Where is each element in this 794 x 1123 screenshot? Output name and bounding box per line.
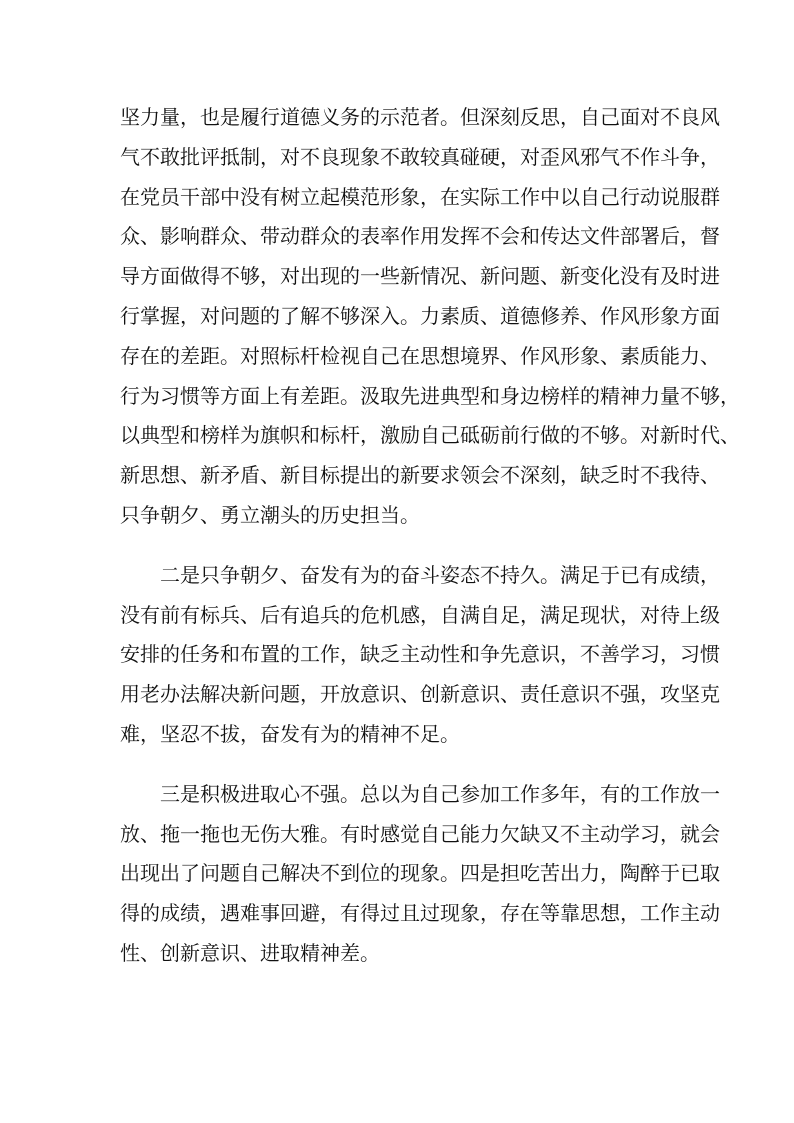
paragraph-line: 坚力量，也是履行道德义务的示范者。但深刻反思，自己面对不良风 bbox=[120, 105, 720, 129]
paragraph-line: 性、创新意识、进取精神差。 bbox=[120, 940, 380, 965]
paragraph-line: 新思想、新矛盾、新目标提出的新要求领会不深刻，缺乏时不我待、 bbox=[120, 463, 720, 488]
paragraph-line: 安排的任务和布置的工作，缺乏主动性和争先意识，不善学习，习惯 bbox=[120, 642, 720, 667]
paragraph-line: 气不敢批评抵制，对不良现象不敢较真碰硬，对歪风邪气不作斗争， bbox=[120, 144, 720, 169]
paragraph-3 bbox=[120, 775, 720, 974]
paragraph-line: 放、拖一拖也无伤大雅。有时感觉自己能力欠缺又不主动学习，就会 bbox=[120, 821, 720, 846]
paragraph-line: 二是只争朝夕、奋发有为的奋斗姿态不持久。满足于已有成绩， bbox=[160, 562, 720, 587]
paragraph-line: 三是积极进取心不强。总以为自己参加工作多年，有的工作放一 bbox=[160, 781, 720, 806]
paragraph-line: 以典型和榜样为旗帜和标杆，激励自己砥砺前行做的不够。对新时代、 bbox=[120, 423, 740, 448]
paragraph-line: 难，坚忍不拔，奋发有为的精神不足。 bbox=[120, 721, 460, 746]
paragraph-line: 行掌握，对问题的了解不够深入。力素质、道德修养、作风形象方面 bbox=[120, 303, 720, 328]
paragraph-line: 得的成绩，遇难事回避，有得过且过现象，存在等靠思想，工作主动 bbox=[120, 901, 720, 926]
paragraph-line: 导方面做得不够，对出现的一些新情况、新问题、新变化没有及时进 bbox=[120, 264, 720, 289]
paragraph-line: 用老办法解决新问题，开放意识、创新意识、责任意识不强，攻坚克 bbox=[120, 682, 720, 707]
paragraph-spacer bbox=[120, 536, 686, 556]
paragraph-spacer bbox=[120, 755, 686, 775]
document-body bbox=[120, 98, 740, 974]
paragraph-line: 在党员干部中没有树立起模范形象，在实际工作中以自己行动说服群 bbox=[120, 184, 720, 209]
paragraph-line: 出现出了问题自己解决不到位的现象。四是担吃苦出力，陶醉于已取 bbox=[120, 861, 720, 886]
paragraph-line: 众、影响群众、带动群众的表率作用发挥不会和传达文件部署后，督 bbox=[120, 224, 720, 249]
paragraph-2 bbox=[120, 556, 720, 755]
paragraph-line: 没有前有标兵、后有追兵的危机感，自满自足，满足现状，对待上级 bbox=[120, 602, 720, 627]
paragraph-line: 存在的差距。对照标杆检视自己在思想境界、作风形象、素质能力、 bbox=[120, 343, 720, 368]
paragraph-line: 只争朝夕、勇立潮头的历史担当。 bbox=[120, 502, 420, 527]
paragraph-1 bbox=[120, 98, 740, 536]
paragraph-line: 行为习惯等方面上有差距。汲取先进典型和身边榜样的精神力量不够， bbox=[120, 383, 740, 408]
